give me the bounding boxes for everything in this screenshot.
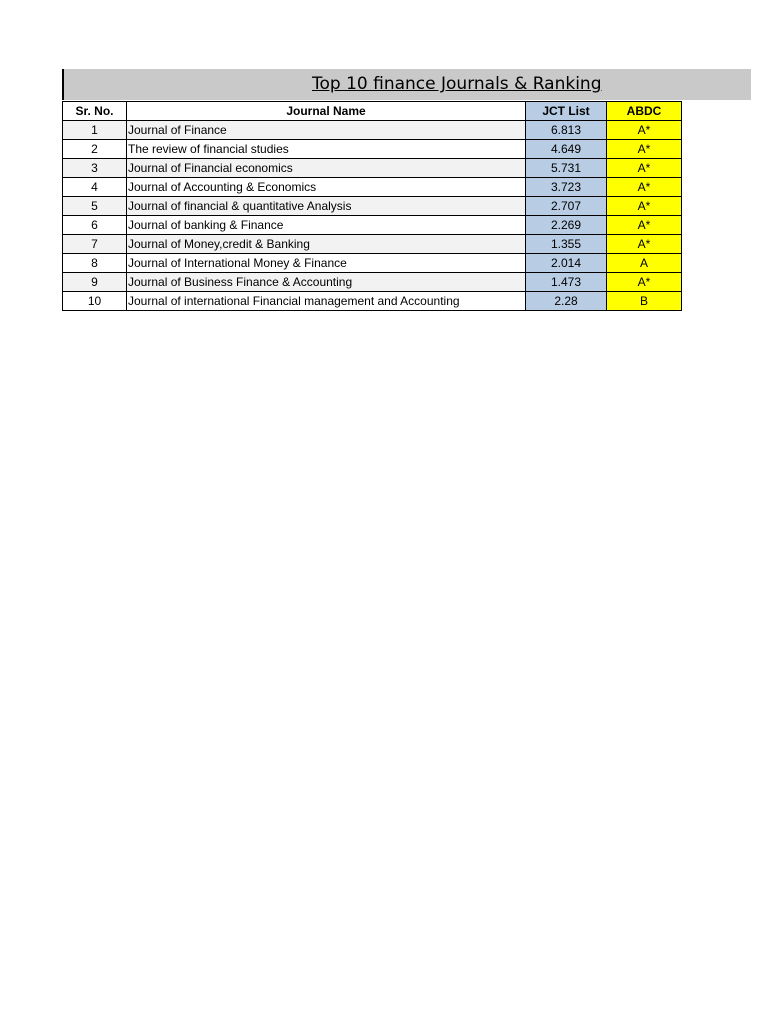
jct-list-cell: 3.723 — [526, 178, 607, 197]
jct-list-cell: 2.014 — [526, 254, 607, 273]
journal-name-cell: Journal of Business Finance & Accounting — [127, 273, 526, 292]
page-title: Top 10 finance Journals & Ranking — [312, 74, 602, 94]
header-journal-name: Journal Name — [127, 102, 526, 121]
jct-list-cell: 5.731 — [526, 159, 607, 178]
header-abdc: ABDC — [607, 102, 682, 121]
journal-name-cell: The review of financial studies — [127, 140, 526, 159]
jct-list-cell: 6.813 — [526, 121, 607, 140]
abdc-cell: A* — [607, 197, 682, 216]
header-jct-list: JCT List — [526, 102, 607, 121]
sr-no-cell: 1 — [63, 121, 127, 140]
abdc-cell: A* — [607, 140, 682, 159]
abdc-cell: A* — [607, 159, 682, 178]
jct-list-cell: 2.707 — [526, 197, 607, 216]
sr-no-cell: 4 — [63, 178, 127, 197]
sr-no-cell: 10 — [63, 292, 127, 311]
journal-ranking-table — [62, 101, 682, 311]
sr-no-cell: 8 — [63, 254, 127, 273]
abdc-cell: A* — [607, 273, 682, 292]
table-header-row — [63, 102, 682, 121]
jct-list-cell: 1.355 — [526, 235, 607, 254]
abdc-cell: A* — [607, 235, 682, 254]
abdc-cell: A* — [607, 216, 682, 235]
journal-name-cell: Journal of international Financial management and Accounting — [127, 292, 526, 311]
jct-list-cell: 1.473 — [526, 273, 607, 292]
jct-list-cell: 2.269 — [526, 216, 607, 235]
journal-name-cell: Journal of Finance — [127, 121, 526, 140]
abdc-cell: A* — [607, 178, 682, 197]
header-sr-no: Sr. No. — [63, 102, 127, 121]
sr-no-cell: 6 — [63, 216, 127, 235]
jct-list-cell: 4.649 — [526, 140, 607, 159]
table-row — [63, 235, 682, 254]
journal-name-cell: Journal of financial & quantitative Analysis — [127, 197, 526, 216]
sr-no-cell: 7 — [63, 235, 127, 254]
abdc-cell: B — [607, 292, 682, 311]
table-row — [63, 159, 682, 178]
table-row — [63, 140, 682, 159]
abdc-cell: A — [607, 254, 682, 273]
sr-no-cell: 3 — [63, 159, 127, 178]
table-row — [63, 197, 682, 216]
table-row — [63, 178, 682, 197]
jct-list-cell: 2.28 — [526, 292, 607, 311]
journal-name-cell: Journal of International Money & Finance — [127, 254, 526, 273]
sr-no-cell: 5 — [63, 197, 127, 216]
title-band — [62, 69, 751, 100]
table-row — [63, 273, 682, 292]
journal-name-cell: Journal of Money,credit & Banking — [127, 235, 526, 254]
abdc-cell: A* — [607, 121, 682, 140]
sr-no-cell: 2 — [63, 140, 127, 159]
journal-name-cell: Journal of Accounting & Economics — [127, 178, 526, 197]
table-row — [63, 216, 682, 235]
journal-name-cell: Journal of banking & Finance — [127, 216, 526, 235]
table-row — [63, 292, 682, 311]
journal-name-cell: Journal of Financial economics — [127, 159, 526, 178]
sr-no-cell: 9 — [63, 273, 127, 292]
table-row — [63, 121, 682, 140]
table-row — [63, 254, 682, 273]
